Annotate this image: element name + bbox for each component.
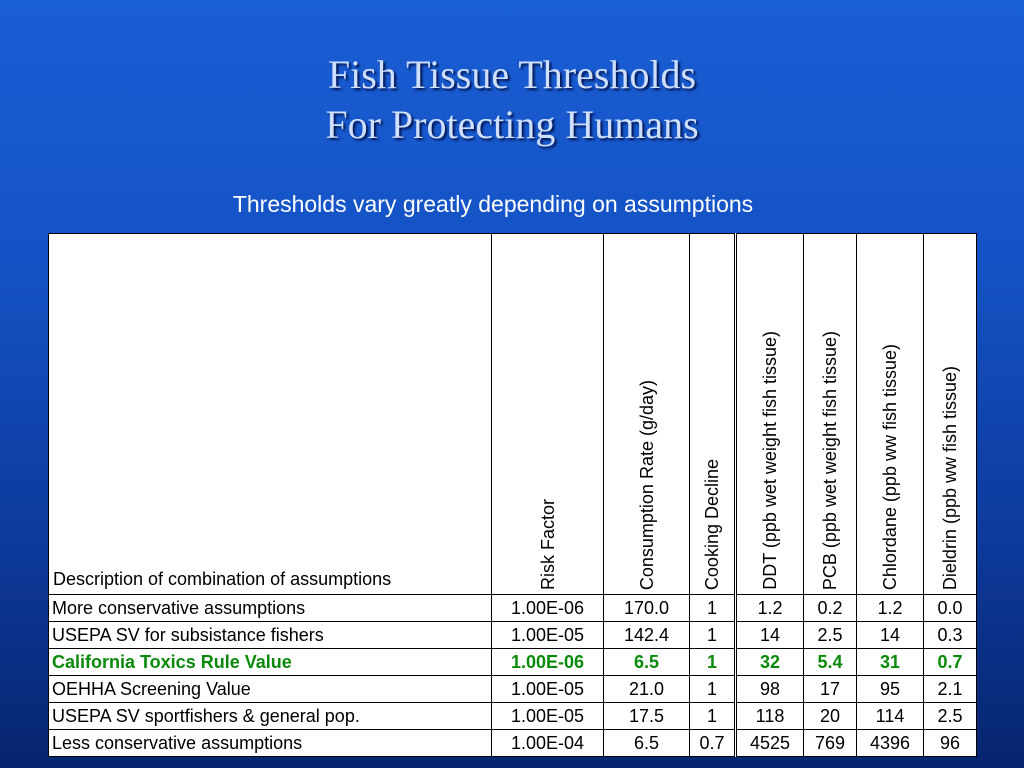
header-description: Description of combination of assumptions — [49, 234, 492, 595]
cell-dieldrin: 2.1 — [924, 676, 977, 703]
cell-dieldrin: 0.0 — [924, 595, 977, 622]
cell-consumption-rate: 6.5 — [604, 730, 690, 757]
cell-ddt: 118 — [736, 703, 804, 730]
cell-ddt: 98 — [736, 676, 804, 703]
cell-risk-factor: 1.00E-04 — [492, 730, 604, 757]
cell-consumption-rate: 21.0 — [604, 676, 690, 703]
cell-risk-factor: 1.00E-05 — [492, 676, 604, 703]
cell-pcb: 0.2 — [804, 595, 857, 622]
cell-chlordane: 14 — [857, 622, 924, 649]
cell-pcb: 5.4 — [804, 649, 857, 676]
cell-ddt: 4525 — [736, 730, 804, 757]
cell-description: California Toxics Rule Value — [49, 649, 492, 676]
header-consumption-rate-label: Consumption Rate (g/day) — [636, 379, 657, 590]
cell-dieldrin: 96 — [924, 730, 977, 757]
cell-consumption-rate: 142.4 — [604, 622, 690, 649]
cell-consumption-rate: 17.5 — [604, 703, 690, 730]
header-dieldrin — [924, 234, 977, 595]
cell-cooking-decline: 0.7 — [690, 730, 736, 757]
table-row — [49, 730, 977, 757]
cell-cooking-decline: 1 — [690, 622, 736, 649]
header-consumption-rate — [604, 234, 690, 595]
header-chlordane-label: Chlordane (ppb ww fish tissue) — [880, 343, 900, 590]
cell-pcb: 769 — [804, 730, 857, 757]
cell-ddt: 14 — [736, 622, 804, 649]
cell-pcb: 17 — [804, 676, 857, 703]
header-dieldrin-label: Dieldrin (ppb ww fish tissue) — [940, 365, 960, 590]
cell-chlordane: 95 — [857, 676, 924, 703]
header-pcb-label: PCB (ppb wet weight fish tissue) — [820, 330, 840, 590]
cell-consumption-rate: 170.0 — [604, 595, 690, 622]
cell-cooking-decline: 1 — [690, 703, 736, 730]
cell-risk-factor: 1.00E-06 — [492, 595, 604, 622]
cell-chlordane: 114 — [857, 703, 924, 730]
header-cooking-decline — [690, 234, 736, 595]
slide-title-line-1: Fish Tissue Thresholds — [327, 52, 697, 97]
table-row — [49, 622, 977, 649]
cell-dieldrin: 0.7 — [924, 649, 977, 676]
cell-risk-factor: 1.00E-05 — [492, 622, 604, 649]
header-chlordane — [857, 234, 924, 595]
header-risk-factor-label: Risk Factor — [537, 498, 558, 590]
cell-chlordane: 1.2 — [857, 595, 924, 622]
slide-title-line-2: For Protecting Humans — [325, 102, 699, 147]
cell-chlordane: 4396 — [857, 730, 924, 757]
table-row-highlighted — [49, 649, 977, 676]
cell-description: USEPA SV for subsistance fishers — [49, 622, 492, 649]
slide-subtitle: Thresholds vary greatly depending on assumptions — [232, 191, 754, 217]
table-row — [49, 676, 977, 703]
table-row — [49, 703, 977, 730]
header-ddt — [736, 234, 804, 595]
cell-ddt: 32 — [736, 649, 804, 676]
cell-cooking-decline: 1 — [690, 595, 736, 622]
table-row — [49, 595, 977, 622]
cell-description: Less conservative assumptions — [49, 730, 492, 757]
slide-title — [0, 50, 1024, 150]
cell-risk-factor: 1.00E-05 — [492, 703, 604, 730]
header-ddt-label: DDT (ppb wet weight fish tissue) — [760, 331, 780, 590]
cell-pcb: 2.5 — [804, 622, 857, 649]
cell-ddt: 1.2 — [736, 595, 804, 622]
cell-risk-factor: 1.00E-06 — [492, 649, 604, 676]
cell-description: More conservative assumptions — [49, 595, 492, 622]
cell-cooking-decline: 1 — [690, 649, 736, 676]
table-header-row — [49, 234, 977, 595]
thresholds-table — [48, 233, 977, 757]
cell-chlordane: 31 — [857, 649, 924, 676]
cell-pcb: 20 — [804, 703, 857, 730]
cell-dieldrin: 0.3 — [924, 622, 977, 649]
header-pcb — [804, 234, 857, 595]
cell-consumption-rate: 6.5 — [604, 649, 690, 676]
header-risk-factor — [492, 234, 604, 595]
cell-description: USEPA SV sportfishers & general pop. — [49, 703, 492, 730]
cell-dieldrin: 2.5 — [924, 703, 977, 730]
header-cooking-decline-label: Cooking Decline — [702, 458, 722, 590]
cell-description: OEHHA Screening Value — [49, 676, 492, 703]
cell-cooking-decline: 1 — [690, 676, 736, 703]
